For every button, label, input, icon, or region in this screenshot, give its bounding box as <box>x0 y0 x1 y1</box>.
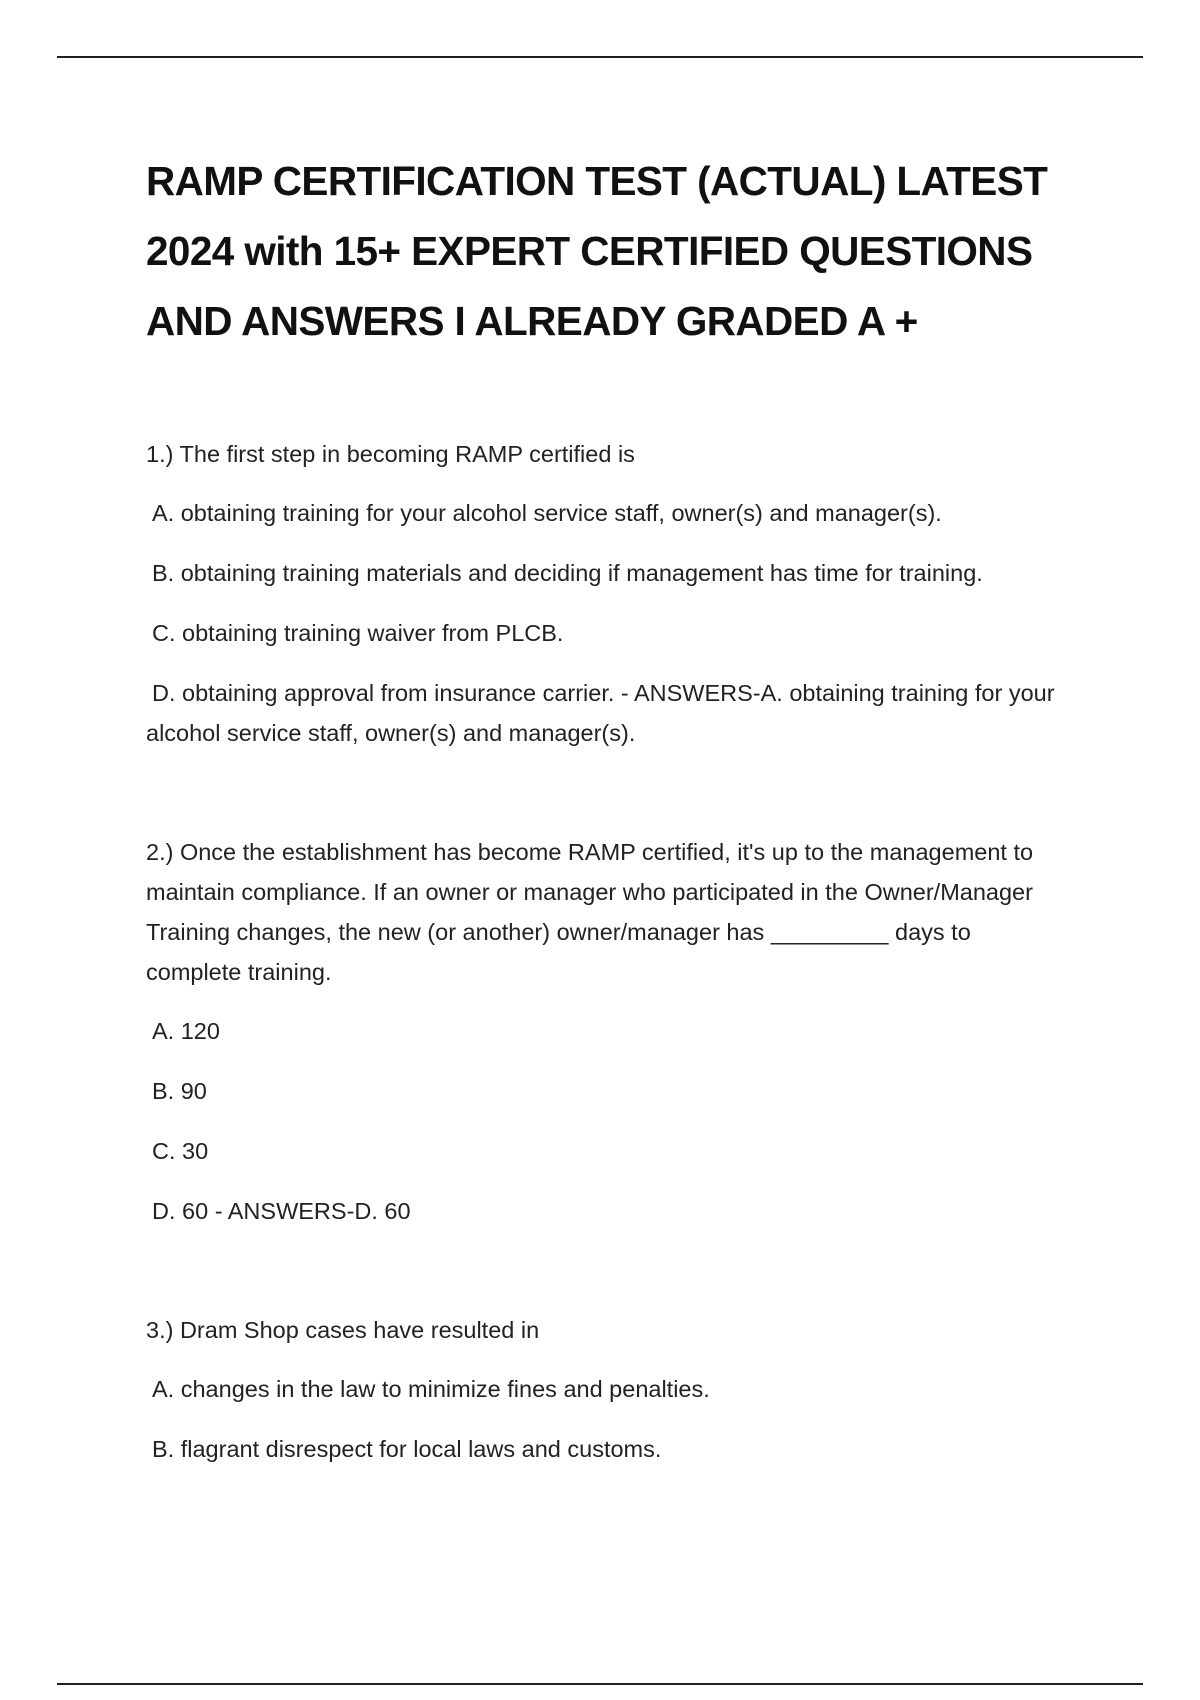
option-c: C. 30 <box>152 1138 209 1164</box>
question-text: 3.) Dram Shop cases have resulted in <box>146 1317 540 1343</box>
question-text: 2.) Once the establishment has become RAMP certified, it's up to the management to maintain compliance. If an owner or manager who participated in the Owner/Manager Training changes, the new (or another) owner/manager has _________ days to complete training. <box>146 839 1034 985</box>
document-title: RAMP CERTIFICATION TEST (ACTUAL) LATEST 2024 with 15+ EXPERT CERTIFIED QUESTIONS AND ANSWERS I ALREADY GRADED A + <box>146 158 1048 344</box>
option-b: B. obtaining training materials and deciding if management has time for training. <box>152 560 983 586</box>
header-rule <box>57 56 1143 58</box>
option-d-with-answer: D. 60 - ANSWERS-D. 60 <box>152 1198 411 1224</box>
option-b: B. 90 <box>152 1078 207 1104</box>
option-a: A. changes in the law to minimize fines and penalties. <box>152 1376 710 1402</box>
document-body <box>146 146 1066 1469</box>
footer-rule <box>57 1683 1143 1685</box>
option-a: A. 120 <box>152 1018 220 1044</box>
option-b: B. flagrant disrespect for local laws and customs. <box>152 1436 662 1462</box>
question-1 <box>146 434 1066 753</box>
option-d-with-answer: D. obtaining approval from insurance carrier. - ANSWERS-A. obtaining training for your alcohol service staff, owner(s) and manager(s). <box>146 680 1055 746</box>
question-3 <box>146 1310 1066 1469</box>
question-2 <box>146 832 1066 1231</box>
question-text: 1.) The first step in becoming RAMP certified is <box>146 441 635 467</box>
option-c: C. obtaining training waiver from PLCB. <box>152 620 564 646</box>
option-a: A. obtaining training for your alcohol service staff, owner(s) and manager(s). <box>152 500 942 526</box>
question-list <box>146 434 1066 1469</box>
